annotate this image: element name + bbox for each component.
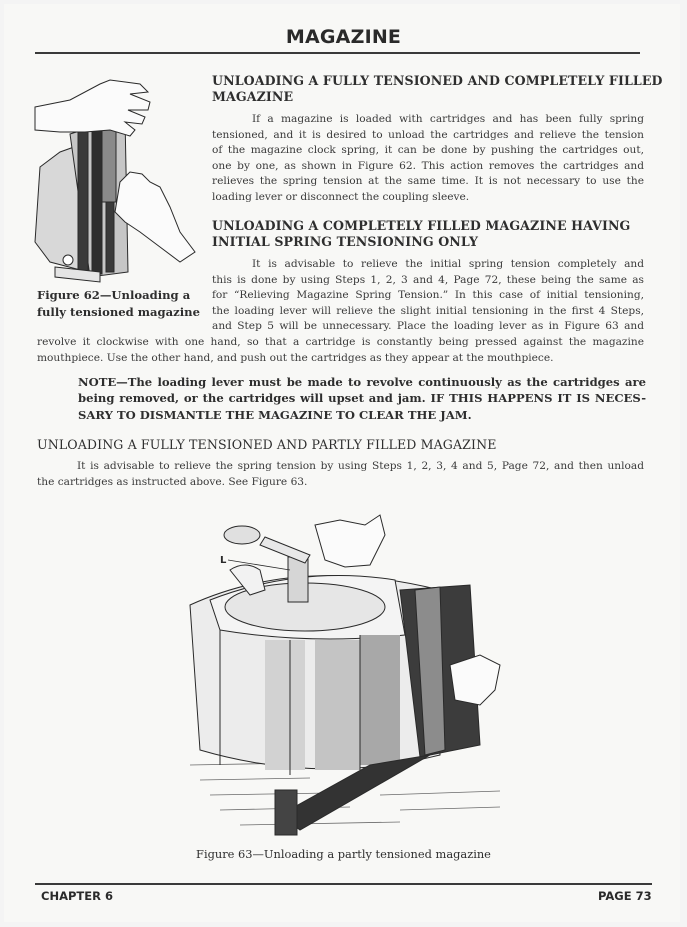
note-line: SARY TO DISMANTLE THE MAGAZINE TO CLEAR THE JAM. (78, 407, 472, 422)
section-2-body-wide (37, 335, 644, 366)
upper-hand (35, 80, 150, 136)
section-1-heading (212, 73, 663, 105)
page-header-title: MAGAZINE (285, 26, 402, 48)
section-1-heading-line: UNLOADING A FULLY TENSIONED AND COMPLETELY FILLED (212, 73, 663, 88)
section-1-body (212, 112, 644, 206)
section-2-body-line: the loading lever will relieve the slight initial tensioning in the first 4 Steps, (212, 304, 644, 317)
note-block (78, 374, 646, 423)
magazine-drum (190, 576, 480, 836)
section-2-body-line: this is done by using Steps 1, 2, 3 and 4, Page 72, these being the same as (212, 273, 644, 286)
section-3-body-line: It is advisable to relieve the spring tension by using Steps 1, 2, 3, 4 and 5, Page 72, and then unload (77, 460, 644, 472)
figure-62-illustration (30, 72, 200, 284)
hand-at-mouthpiece (450, 655, 500, 705)
section-2-heading-line: INITIAL SPRING TENSIONING ONLY (212, 234, 479, 249)
section-2-body-line: mouthpiece. Use the other hand, and push out the cartridges as they appear at the mouthpiece. (37, 351, 554, 364)
section-2-body-line: and Step 5 will be unnecessary. Place the loading lever as in Figure 63 and (212, 320, 644, 333)
section-3-heading: UNLOADING A FULLY TENSIONED AND PARTLY FILLED MAGAZINE (37, 437, 497, 452)
section-2-body (212, 257, 644, 335)
section-2-body-line: for “Relieving Magazine Spring Tension.” In this case of initial tensioning, (212, 289, 644, 302)
section-3-body (37, 459, 644, 490)
section-2-body-line: It is advisable to relieve the initial spring tension completely and (252, 258, 644, 270)
section-3-body-line: the cartridges as instructed above. See Figure 63. (37, 475, 308, 488)
section-1-body-line: tensioned, and it is desired to unload the cartridges and relieve the tension (212, 128, 644, 141)
figure-62-caption (37, 287, 207, 321)
figure-62-caption-line: fully tensioned magazine (37, 305, 200, 319)
figure-63-caption: Figure 63—Unloading a partly tensioned magazine (196, 847, 491, 861)
section-1-body-line: loading lever or disconnect the coupling sleeve. (212, 190, 470, 203)
section-1-body-line: relieves the spring tension at the same time. It is not necessary to use the (212, 175, 644, 188)
section-2-body-line: revolve it clockwise with one hand, so that a cartridge is constantly being pressed against the magazine (37, 336, 644, 348)
figure-62-caption-line: Figure 62—Unloading a (37, 288, 191, 302)
section-1-body-line: one by one, as shown in Figure 62. This action removes the cartridges and (212, 159, 644, 172)
section-1-body-line: of the magazine clock spring, it can be done by pushing the cartridges out, (212, 144, 644, 157)
note-line: being removed, or the cartridges will upset and jam. IF THIS HAPPENS IT IS NECES- (78, 391, 646, 406)
figure-63-illustration (180, 495, 510, 840)
section-1-heading-line: MAGAZINE (212, 89, 294, 104)
section-1-body-line: If a magazine is loaded with cartridges and has been fully spring (252, 113, 644, 125)
note-line: NOTE—The loading lever must be made to revolve continuously as the cartridges are (78, 375, 646, 389)
hand-on-lever (315, 515, 385, 567)
header-rule (35, 52, 640, 54)
footer-page-number: PAGE 73 (598, 889, 652, 903)
callout-label-l: L (220, 555, 227, 566)
section-2-heading (212, 218, 644, 250)
section-2-heading-line: UNLOADING A COMPLETELY FILLED MAGAZINE HAVING (212, 218, 631, 233)
footer-rule (35, 883, 652, 885)
footer-chapter: CHAPTER 6 (41, 889, 113, 903)
